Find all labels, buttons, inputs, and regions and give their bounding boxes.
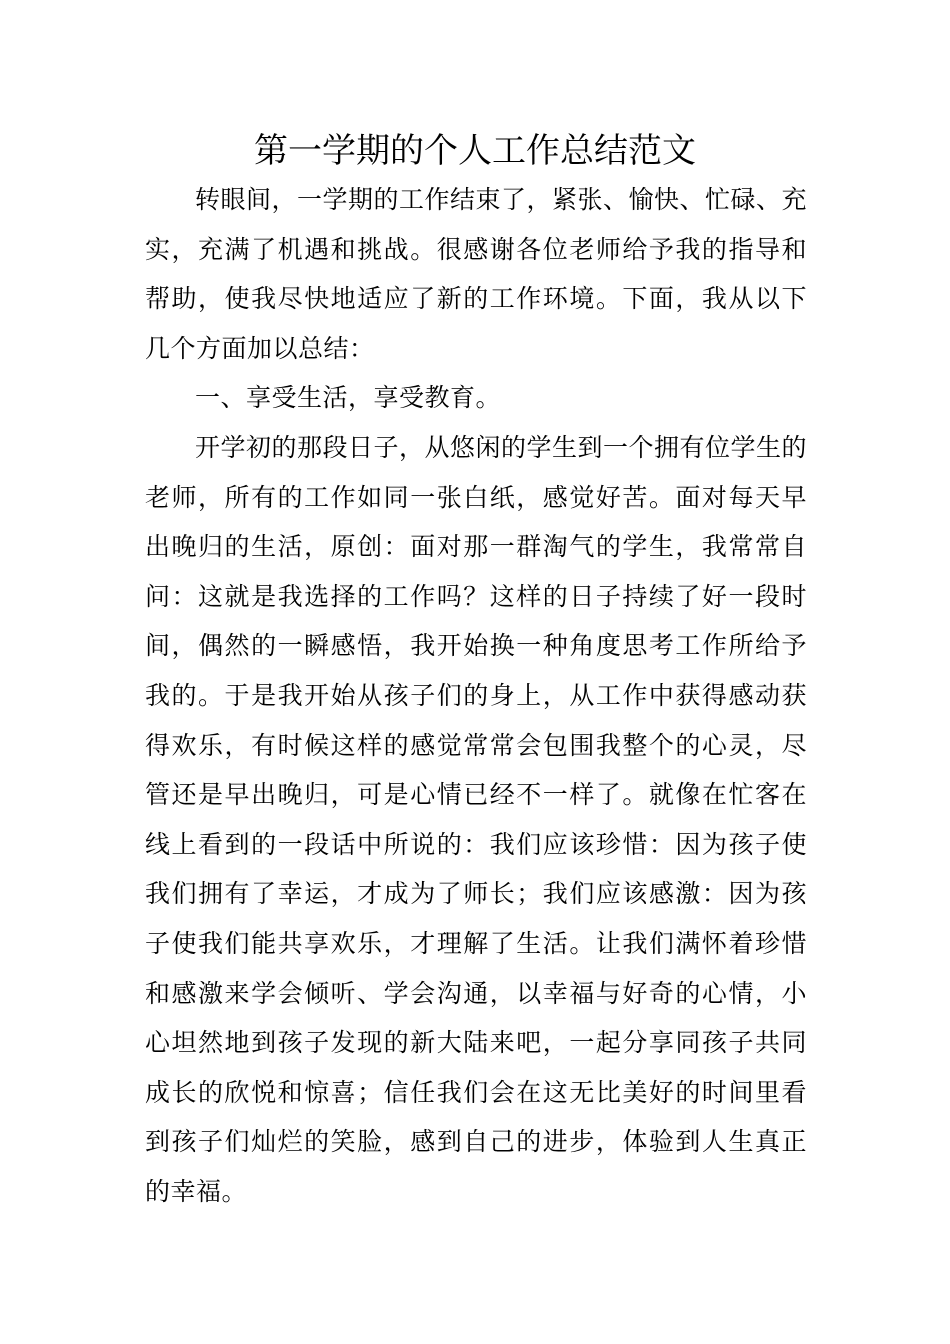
document-title: 第一学期的个人工作总结范文 [254, 131, 696, 171]
document-body [145, 175, 807, 1216]
paragraph-section-1: 开学初的那段日子，从悠闲的学生到一个拥有位学生的老师，所有的工作如同一张白纸，感觉好苦。面对每天早出晚归的生活，原创：面对那一群淘气的学生，我常常自问：这就是我选择的工作吗？这样的日子持续了好一段时间，偶然的一瞬感悟，我开始换一种角度思考工作所给予我的。于是我开始从孩子们的身上，从工作中获得感动获得欢乐，有时候这样的感觉常常会包围我整个的心灵，尽管还是早出晚归，可是心情已经不一样了。就像在忙客在线上看到的一段话中所说的：我们应该珍惜：因为孩子使我们拥有了幸运，才成为了师长；我们应该感激：因为孩子使我们能共享欢乐，才理解了生活。让我们满怀着珍惜和感激来学会倾听、学会沟通，以幸福与好奇的心情，小心坦然地到孩子发现的新大陆来吧，一起分享同孩子共同成长的欣悦和惊喜；信任我们会在这无比美好的时间里看到孩子们灿烂的笑脸，感到自己的进步，体验到人生真正的幸福。 [145, 432, 808, 1206]
paragraph-intro: 转眼间，一学期的工作结束了，紧张、愉快、忙碌、充实，充满了机遇和挑战。很感谢各位老师给予我的指导和帮助，使我尽快地适应了新的工作环境。下面，我从以下几个方面加以总结： [145, 185, 808, 363]
section-heading-1: 一、享受生活，享受教育。 [195, 383, 502, 413]
